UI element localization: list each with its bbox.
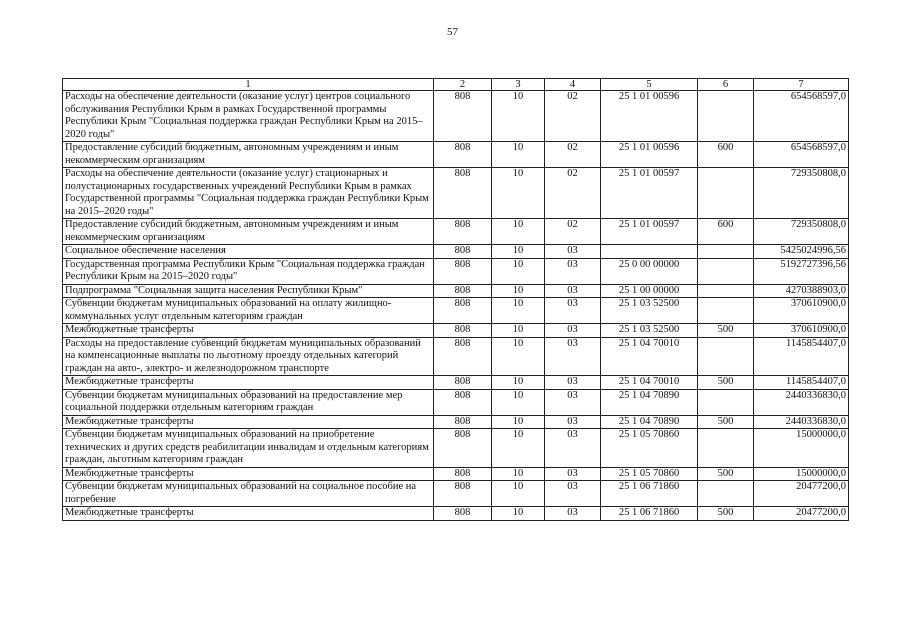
subsection-code-cell: 03 — [545, 298, 601, 324]
subsection-code-cell: 03 — [545, 389, 601, 415]
subsection-code-cell: 02 — [545, 219, 601, 245]
row-name-cell: Межбюджетные трансферты — [63, 324, 434, 338]
expense-type-cell: 500 — [698, 415, 754, 429]
row-name-cell: Государственная программа Республики Крым "Социальная поддержка граждан Республики Крым на 2015–2020 годы" — [63, 258, 434, 284]
subsection-code-cell: 03 — [545, 376, 601, 390]
amount-cell: 729350808,0 — [754, 168, 849, 219]
target-article-cell: 25 1 01 00596 — [601, 142, 698, 168]
ministry-code-cell: 808 — [434, 245, 492, 259]
expense-type-cell — [698, 337, 754, 376]
target-article-cell — [601, 245, 698, 259]
section-code-cell: 10 — [492, 324, 545, 338]
ministry-code-cell: 808 — [434, 429, 492, 468]
section-code-cell: 10 — [492, 389, 545, 415]
table-row — [63, 142, 849, 168]
subsection-code-cell: 03 — [545, 245, 601, 259]
ministry-code-cell: 808 — [434, 376, 492, 390]
section-code-cell: 10 — [492, 376, 545, 390]
column-header: 7 — [754, 79, 849, 91]
target-article-cell: 25 1 03 52500 — [601, 298, 698, 324]
target-article-cell: 25 1 01 00596 — [601, 91, 698, 142]
table-row — [63, 219, 849, 245]
column-header: 1 — [63, 79, 434, 91]
expense-type-cell: 500 — [698, 507, 754, 521]
section-code-cell: 10 — [492, 467, 545, 481]
row-name-cell: Расходы на предоставление субвенций бюджетам муниципальных образований на компенсационные выплаты по льготному проезду отдельных категорий граждан на авто-, электро- и железнодорожном транспорте — [63, 337, 434, 376]
table-row — [63, 284, 849, 298]
ministry-code-cell: 808 — [434, 467, 492, 481]
subsection-code-cell: 03 — [545, 337, 601, 376]
table-row — [63, 389, 849, 415]
subsection-code-cell: 02 — [545, 91, 601, 142]
column-header: 5 — [601, 79, 698, 91]
amount-cell: 20477200,0 — [754, 481, 849, 507]
expense-type-cell — [698, 284, 754, 298]
expense-type-cell — [698, 429, 754, 468]
amount-cell: 654568597,0 — [754, 142, 849, 168]
target-article-cell: 25 1 05 70860 — [601, 467, 698, 481]
row-name-cell: Межбюджетные трансферты — [63, 467, 434, 481]
amount-cell: 4270388903,0 — [754, 284, 849, 298]
amount-cell: 370610900,0 — [754, 324, 849, 338]
table-row — [63, 91, 849, 142]
table-row — [63, 415, 849, 429]
amount-cell: 729350808,0 — [754, 219, 849, 245]
subsection-code-cell: 03 — [545, 284, 601, 298]
expense-type-cell — [698, 481, 754, 507]
amount-cell: 5192727396,56 — [754, 258, 849, 284]
section-code-cell: 10 — [492, 415, 545, 429]
section-code-cell: 10 — [492, 429, 545, 468]
section-code-cell: 10 — [492, 507, 545, 521]
table-row — [63, 507, 849, 521]
expense-type-cell: 600 — [698, 219, 754, 245]
budget-table — [62, 78, 849, 521]
subsection-code-cell: 03 — [545, 507, 601, 521]
ministry-code-cell: 808 — [434, 298, 492, 324]
subsection-code-cell: 03 — [545, 429, 601, 468]
amount-cell: 1145854407,0 — [754, 337, 849, 376]
ministry-code-cell: 808 — [434, 258, 492, 284]
ministry-code-cell: 808 — [434, 389, 492, 415]
target-article-cell: 25 0 00 00000 — [601, 258, 698, 284]
row-name-cell: Субвенции бюджетам муниципальных образований на приобретение технических и других средств реабилитации инвалидам и отдельным категориям граждан, льготным категориям граждан — [63, 429, 434, 468]
target-article-cell: 25 1 05 70860 — [601, 429, 698, 468]
expense-type-cell: 600 — [698, 142, 754, 168]
table-row — [63, 324, 849, 338]
expense-type-cell: 500 — [698, 376, 754, 390]
row-name-cell: Межбюджетные трансферты — [63, 415, 434, 429]
ministry-code-cell: 808 — [434, 142, 492, 168]
subsection-code-cell: 03 — [545, 258, 601, 284]
column-header: 6 — [698, 79, 754, 91]
table-row — [63, 467, 849, 481]
row-name-cell: Субвенции бюджетам муниципальных образований на социальное пособие на погребение — [63, 481, 434, 507]
subsection-code-cell: 03 — [545, 324, 601, 338]
row-name-cell: Субвенции бюджетам муниципальных образований на предоставление мер социальной поддержки отдельным категориям граждан — [63, 389, 434, 415]
amount-cell: 2440336830,0 — [754, 415, 849, 429]
table-row — [63, 168, 849, 219]
row-name-cell: Подпрограмма "Социальная защита населения Республики Крым" — [63, 284, 434, 298]
row-name-cell: Предоставление субсидий бюджетным, автономным учреждениям и иным некоммерческим организациям — [63, 142, 434, 168]
amount-cell: 370610900,0 — [754, 298, 849, 324]
subsection-code-cell: 02 — [545, 142, 601, 168]
target-article-cell: 25 1 04 70010 — [601, 337, 698, 376]
amount-cell: 1145854407,0 — [754, 376, 849, 390]
amount-cell: 20477200,0 — [754, 507, 849, 521]
ministry-code-cell: 808 — [434, 168, 492, 219]
amount-cell: 2440336830,0 — [754, 389, 849, 415]
amount-cell: 654568597,0 — [754, 91, 849, 142]
target-article-cell: 25 1 04 70890 — [601, 415, 698, 429]
table-row — [63, 429, 849, 468]
section-code-cell: 10 — [492, 337, 545, 376]
column-header: 2 — [434, 79, 492, 91]
ministry-code-cell: 808 — [434, 337, 492, 376]
target-article-cell: 25 1 01 00597 — [601, 219, 698, 245]
expense-type-cell — [698, 168, 754, 219]
expense-type-cell — [698, 298, 754, 324]
target-article-cell: 25 1 01 00597 — [601, 168, 698, 219]
expense-type-cell: 500 — [698, 324, 754, 338]
section-code-cell: 10 — [492, 481, 545, 507]
expense-type-cell — [698, 258, 754, 284]
target-article-cell: 25 1 06 71860 — [601, 481, 698, 507]
table-row — [63, 337, 849, 376]
ministry-code-cell: 808 — [434, 324, 492, 338]
table-header-row — [63, 79, 849, 91]
ministry-code-cell: 808 — [434, 91, 492, 142]
amount-cell: 5425024996,56 — [754, 245, 849, 259]
section-code-cell: 10 — [492, 168, 545, 219]
table-row — [63, 376, 849, 390]
row-name-cell: Социальное обеспечение населения — [63, 245, 434, 259]
section-code-cell: 10 — [492, 91, 545, 142]
row-name-cell: Расходы на обеспечение деятельности (оказание услуг) стационарных и полустационарных государственных учреждений Республики Крым в рамках Государственной программы "Социальная поддержка граждан Республики Крым на 2015–2020 годы" — [63, 168, 434, 219]
expense-type-cell: 500 — [698, 467, 754, 481]
table-row — [63, 245, 849, 259]
table-row — [63, 298, 849, 324]
row-name-cell: Субвенции бюджетам муниципальных образований на оплату жилищно-коммунальных услуг отдельным категориям граждан — [63, 298, 434, 324]
section-code-cell: 10 — [492, 258, 545, 284]
section-code-cell: 10 — [492, 284, 545, 298]
target-article-cell: 25 1 00 00000 — [601, 284, 698, 298]
section-code-cell: 10 — [492, 245, 545, 259]
target-article-cell: 25 1 06 71860 — [601, 507, 698, 521]
ministry-code-cell: 808 — [434, 219, 492, 245]
amount-cell: 15000000,0 — [754, 429, 849, 468]
section-code-cell: 10 — [492, 219, 545, 245]
subsection-code-cell: 02 — [545, 168, 601, 219]
ministry-code-cell: 808 — [434, 415, 492, 429]
target-article-cell: 25 1 04 70890 — [601, 389, 698, 415]
amount-cell: 15000000,0 — [754, 467, 849, 481]
subsection-code-cell: 03 — [545, 415, 601, 429]
row-name-cell: Предоставление субсидий бюджетным, автономным учреждениям и иным некоммерческим организациям — [63, 219, 434, 245]
section-code-cell: 10 — [492, 298, 545, 324]
target-article-cell: 25 1 03 52500 — [601, 324, 698, 338]
ministry-code-cell: 808 — [434, 284, 492, 298]
column-header: 3 — [492, 79, 545, 91]
row-name-cell: Межбюджетные трансферты — [63, 507, 434, 521]
ministry-code-cell: 808 — [434, 507, 492, 521]
table-row — [63, 258, 849, 284]
target-article-cell: 25 1 04 70010 — [601, 376, 698, 390]
section-code-cell: 10 — [492, 142, 545, 168]
table-row — [63, 481, 849, 507]
ministry-code-cell: 808 — [434, 481, 492, 507]
expense-type-cell — [698, 91, 754, 142]
expense-type-cell — [698, 389, 754, 415]
subsection-code-cell: 03 — [545, 467, 601, 481]
row-name-cell: Расходы на обеспечение деятельности (оказание услуг) центров социального обслуживания Республики Крым в рамках Государственной программы Республики Крым "Социальная поддержка граждан Республики Крым на 2015–2020 годы" — [63, 91, 434, 142]
subsection-code-cell: 03 — [545, 481, 601, 507]
row-name-cell: Межбюджетные трансферты — [63, 376, 434, 390]
column-header: 4 — [545, 79, 601, 91]
page-number: 57 — [447, 26, 458, 38]
expense-type-cell — [698, 245, 754, 259]
